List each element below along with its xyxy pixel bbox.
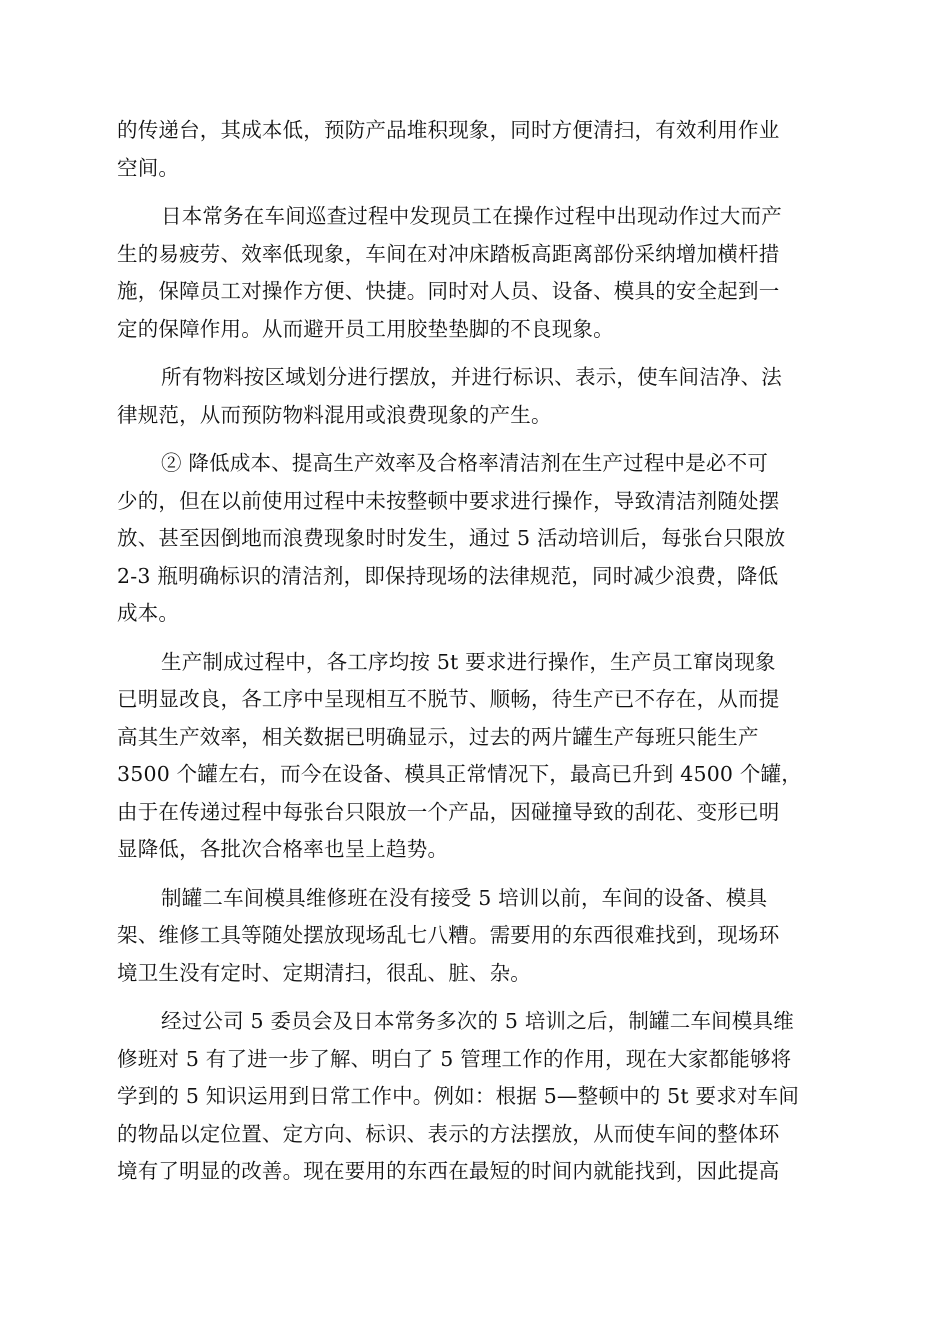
text-line: 少的，但在以前使用过程中未按整顿中要求进行操作，导致清洁剂随处摆 — [117, 488, 780, 513]
text-line: 境卫生没有定时、定期清扫，很乱、脏、杂。 — [117, 960, 531, 985]
text-line: 已明显改良，各工序中呈现相互不脱节、顺畅，待生产已不存在，从而提 — [117, 687, 780, 711]
text-line: 放、甚至因倒地而浪费现象时时发生，通过 5 活动培训后，每张台只限放 — [117, 526, 786, 550]
text-line: 日本常务在车间巡查过程中发现员工在操作过程中出现动作过大而产 — [161, 204, 782, 228]
paragraph-mold-repair-before — [117, 880, 833, 993]
paragraph-production-efficiency — [117, 644, 833, 869]
text-line: 定的保障作用。从而避开员工用胶垫垫脚的不良现象。 — [117, 316, 614, 341]
text-line: 所有物料按区域划分进行摆放，并进行标识、表示，使车间洁净、法 — [161, 365, 782, 389]
text-line: 境有了明显的改善。现在要用的东西在最短的时间内就能找到，因此提高 — [117, 1159, 780, 1183]
text-line: 由于在传递过程中每张台只限放一个产品，因碰撞导致的刮花、变形已明 — [117, 799, 780, 824]
text-line: 修班对 5 有了进一步了解、明白了 5 管理工作的作用，现在大家都能够将 — [117, 1046, 792, 1071]
text-line: 空间。 — [117, 155, 180, 180]
paragraph-continuation — [117, 112, 833, 187]
paragraph-material-zoning — [117, 359, 833, 434]
paragraph-mold-repair-after — [117, 1003, 833, 1191]
text-line: 高其生产效率，相关数据已明确显示，过去的两片罐生产每班只能生产 — [117, 724, 759, 749]
text-line: ② 降低成本、提高生产效率及合格率清洁剂在生产过程中是必不可 — [161, 451, 769, 475]
document-body — [117, 112, 833, 1202]
text-line: 学到的 5 知识运用到日常工作中。例如：根据 5—整顿中的 5t 要求对车间 — [117, 1084, 800, 1108]
text-line: 生产制成过程中，各工序均按 5t 要求进行操作，生产员工窜岗现象 — [161, 649, 776, 674]
text-line: 显降低，各批次合格率也呈上趋势。 — [117, 837, 449, 861]
text-line: 经过公司 5 委员会及日本常务多次的 5 培训之后，制罐二车间模具维 — [161, 1009, 794, 1033]
text-line: 施，保障员工对操作方便、快捷。同时对人员、设备、模具的安全起到一 — [117, 279, 780, 303]
text-line: 2-3 瓶明确标识的清洁剂，即保持现场的法律规范，同时减少浪费，降低 — [117, 563, 779, 588]
text-line: 3500 个罐左右，而今在设备、模具正常情况下，最高已升到 4500 个罐， — [117, 762, 802, 786]
text-line: 的传递台，其成本低，预防产品堆积现象，同时方便清扫，有效利用作业 — [117, 118, 780, 142]
text-line: 成本。 — [117, 601, 180, 625]
paragraph-pedal-crossbar — [117, 198, 833, 348]
text-line: 生的易疲劳、效率低现象，车间在对冲床踏板高距离部份采纳增加横杆措 — [117, 241, 780, 266]
text-line: 律规范，从而预防物料混用或浪费现象的产生。 — [117, 402, 552, 427]
text-line: 的物品以定位置、定方向、标识、表示的方法摆放，从而使车间的整体环 — [117, 1121, 780, 1146]
paragraph-cost-reduction — [117, 445, 833, 633]
text-line: 架、维修工具等随处摆放现场乱七八糟。需要用的东西很难找到，现场环 — [117, 923, 780, 947]
text-line: 制罐二车间模具维修班在没有接受 5 培训以前，车间的设备、模具 — [161, 885, 768, 910]
